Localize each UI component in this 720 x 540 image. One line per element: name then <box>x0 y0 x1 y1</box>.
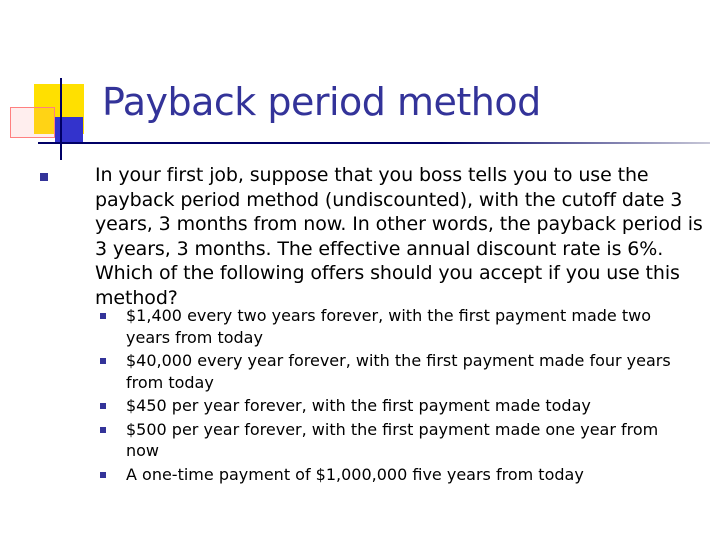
slide-title: Payback period method <box>102 80 541 124</box>
options-list <box>0 305 686 487</box>
option-text: $1,400 every two years forever, with the first payment made two years from today <box>126 306 651 347</box>
option-text: $450 per year forever, with the first payment made today <box>126 396 591 415</box>
option-text: $500 per year forever, with the first payment made one year from now <box>126 419 659 460</box>
option-item <box>0 350 686 393</box>
bullet-square-icon <box>100 403 106 409</box>
title-underline-rule <box>38 142 710 144</box>
option-item <box>0 395 686 417</box>
bullet-square-icon <box>100 427 106 433</box>
logo-vertical-rule <box>60 78 62 160</box>
option-text: $40,000 every year forever, with the first payment made four years from today <box>126 351 671 392</box>
question-paragraph: In your first job, suppose that you boss tells you to use the payback period method (undiscounted), with the cutoff date 3 years, 3 months from now. In other words, the payback period is 3 years, 3 months. The effective annual discount rate is 6%. Which of the following offers should you accept if you use this method? <box>95 164 703 309</box>
option-text: A one-time payment of $1,000,000 five years from today <box>126 464 584 484</box>
bullet-square-icon <box>100 472 106 478</box>
bullet-square-icon <box>100 313 106 319</box>
logo-red-square <box>10 107 55 138</box>
option-item <box>0 419 686 462</box>
bullet-square-icon <box>40 173 48 181</box>
option-item <box>0 305 686 348</box>
bullet-square-icon <box>100 358 106 364</box>
option-item <box>0 464 686 486</box>
